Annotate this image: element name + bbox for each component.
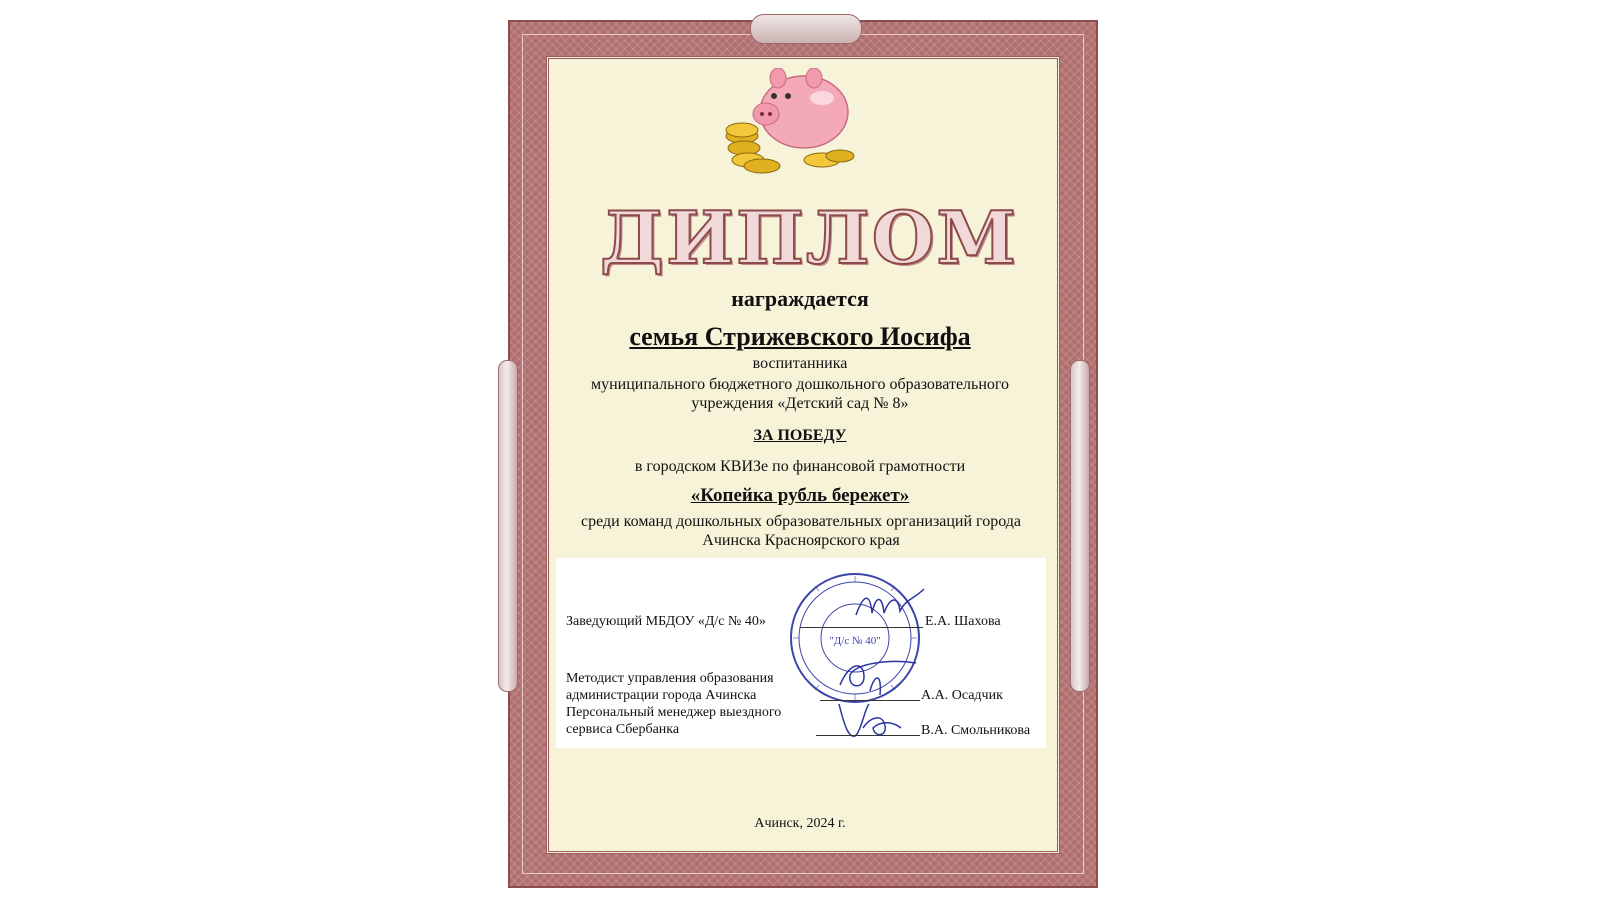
signature-shakhova <box>850 585 930 625</box>
signature-line-3 <box>816 735 920 736</box>
scroll-ornament-top <box>750 14 862 44</box>
among-line-1: среди команд дошкольных образовательных организаций города <box>580 513 1021 530</box>
piggy-bank-icon <box>722 68 882 188</box>
award-verb: награждается <box>731 286 869 311</box>
signer-1-name: Е.А. Шахова <box>925 614 1001 629</box>
signer-2-name: А.А. Осадчик <box>921 688 1003 703</box>
signer-3-role: Персональный менеджер выездного сервиса Сбербанка <box>566 705 782 737</box>
event-slogan: «Копейка рубль бережет» <box>690 485 910 506</box>
signature-smolnikova <box>835 698 905 744</box>
signature-line-2 <box>820 700 920 701</box>
event-description: в городском КВИЗе по финансовой грамотности <box>634 458 966 475</box>
signature-line-1 <box>800 627 923 628</box>
signer-1-role: Заведующий МБДОУ «Д/с № 40» <box>566 614 766 629</box>
scroll-ornament-right <box>1070 360 1090 692</box>
signer-2-role: Методист управления образования администрации города Ачинска <box>566 671 774 703</box>
signer-3-name: В.А. Смольникова <box>921 723 1031 738</box>
diploma-title: ДИПЛОМ <box>600 195 1019 280</box>
institution-line-1: муниципального бюджетного дошкольного образовательного <box>590 376 1010 393</box>
place-and-year: Ачинск, 2024 г. <box>754 816 846 831</box>
stamp-text: "Д/с № 40" <box>829 635 881 647</box>
pupil-of: воспитанника <box>752 355 848 372</box>
institution <box>560 375 1040 413</box>
institution-line-2: учреждения «Детский сад № 8» <box>691 395 909 412</box>
for-victory: ЗА ПОБЕДУ <box>753 427 847 444</box>
scroll-ornament-left <box>498 360 518 692</box>
among-line-2: Ачинска Красноярского края <box>702 532 900 549</box>
recipient-name: семья Стрижевского Иосифа <box>629 322 971 351</box>
among-teams <box>556 512 1046 550</box>
